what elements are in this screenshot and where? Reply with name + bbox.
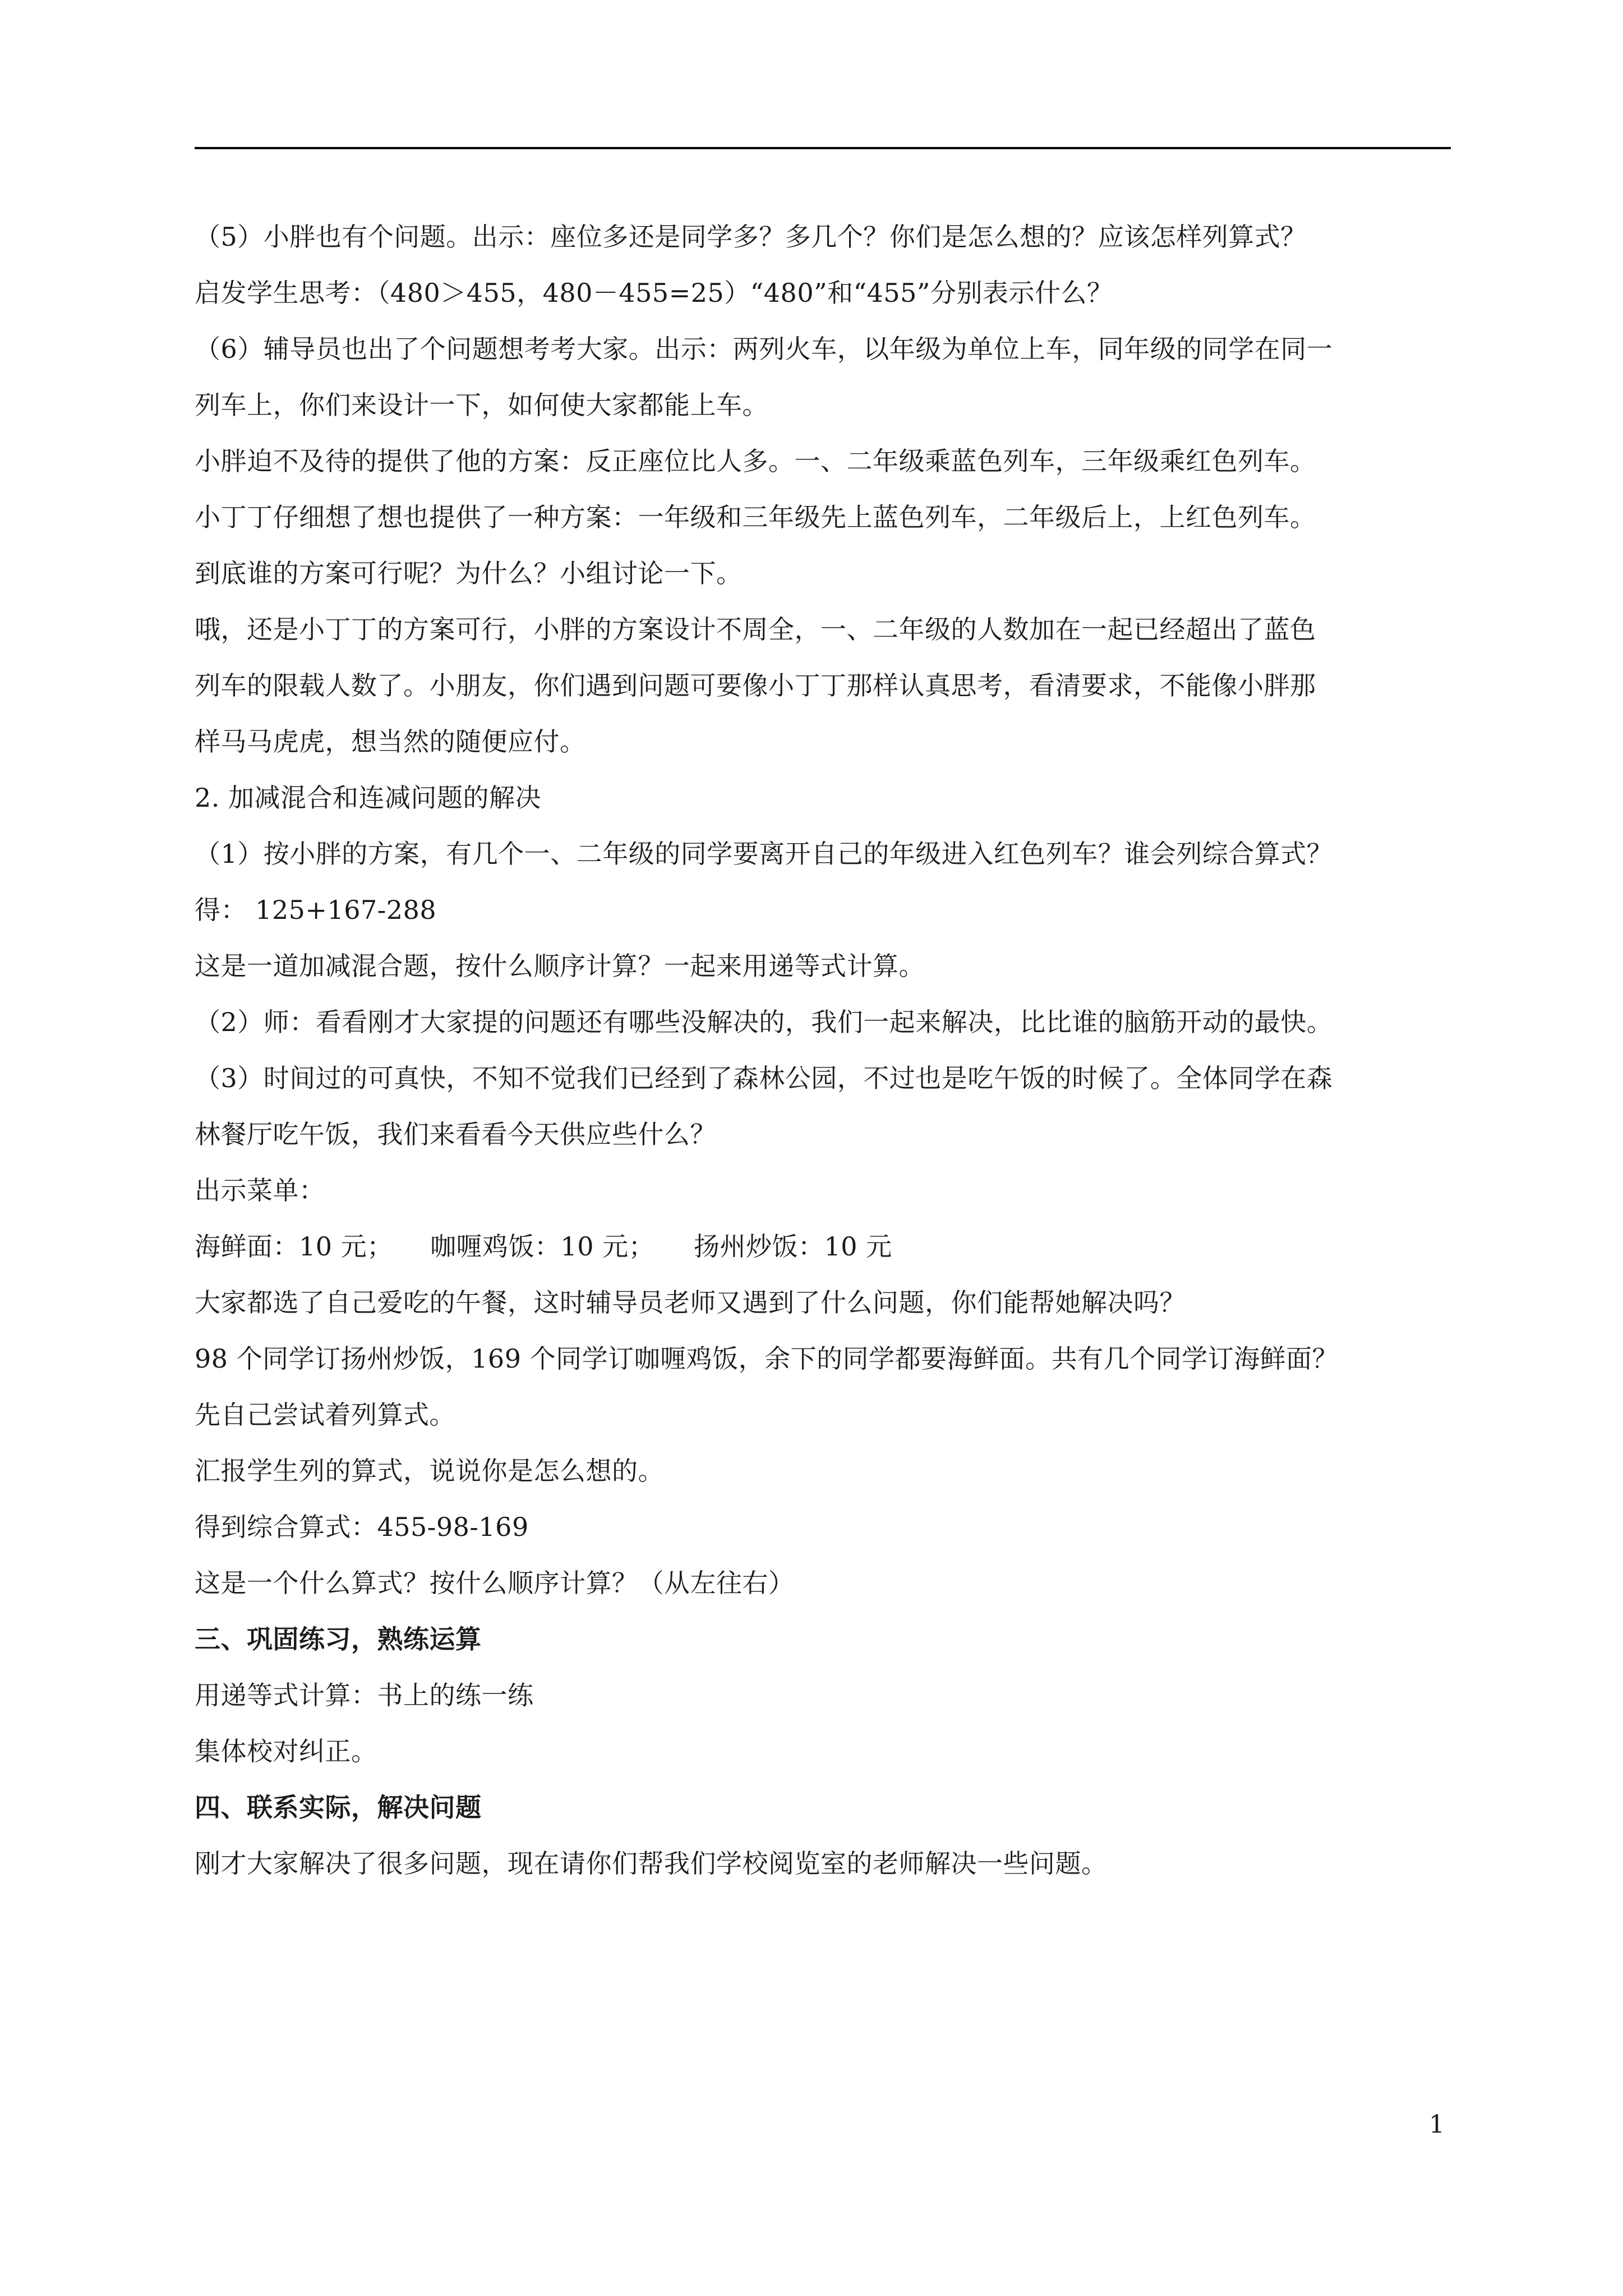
- paragraph: 样马马虎虎，想当然的随便应付。: [195, 726, 586, 757]
- page-number: 1: [1429, 2110, 1445, 2139]
- paragraph: 集体校对纠正。: [195, 1736, 377, 1766]
- paragraph: 哦，还是小丁丁的方案可行，小胖的方案设计不周全，一、二年级的人数加在一起已经超出了蓝色: [195, 614, 1316, 645]
- paragraph: （5）小胖也有个问题。出示：座位多还是同学多？多几个？你们是怎么想的？应该怎样列算式？: [195, 222, 1307, 252]
- paragraph: 林餐厅吃午饭，我们来看看今天供应些什么？: [195, 1119, 716, 1149]
- paragraph: 先自己尝试着列算式。: [195, 1400, 455, 1430]
- menu-item-seafood-noodles: 海鲜面：10 元；: [195, 1231, 393, 1262]
- section-heading: 四、联系实际，解决问题: [195, 1792, 482, 1823]
- formula-line: 得到综合算式：455-98-169: [195, 1512, 529, 1542]
- paragraph: 刚才大家解决了很多问题，现在请你们帮我们学校阅览室的老师解决一些问题。: [195, 1848, 1108, 1879]
- paragraph: 出示菜单：: [195, 1175, 325, 1205]
- paragraph: 小胖迫不及待的提供了他的方案：反正座位比人多。一、二年级乘蓝色列车，三年级乘红色列车。: [195, 446, 1316, 476]
- paragraph: 这是一道加减混合题，按什么顺序计算？一起来用递等式计算。: [195, 951, 925, 981]
- paragraph: 用递等式计算：书上的练一练: [195, 1680, 534, 1710]
- paragraph: 小丁丁仔细想了想也提供了一种方案：一年级和三年级先上蓝色列车，二年级后上，上红色列车。: [195, 502, 1316, 532]
- document-body: [195, 209, 1451, 1892]
- paragraph: 汇报学生列的算式，说说你是怎么想的。: [195, 1456, 664, 1486]
- paragraph: 到底谁的方案可行呢？为什么？小组讨论一下。: [195, 558, 743, 588]
- paragraph: 列车上，你们来设计一下，如何使大家都能上车。: [195, 390, 768, 420]
- paragraph: 启发学生思考：（480＞455，480－455=25）“480”和“455”分别表示什么？: [195, 278, 1113, 308]
- header-rule: [195, 147, 1451, 149]
- menu-line: [195, 1218, 1451, 1274]
- section-subheading: 2. 加减混合和连减问题的解决: [195, 783, 542, 813]
- paragraph: 这是一个什么算式？按什么顺序计算？（从左往右）: [195, 1568, 795, 1598]
- formula-line: 得： 125+167-288: [195, 895, 437, 925]
- section-heading: 三、巩固练习，熟练运算: [195, 1624, 482, 1654]
- paragraph: （3）时间过的可真快，不知不觉我们已经到了森林公园，不过也是吃午饭的时候了。全体同学在森: [195, 1063, 1333, 1093]
- menu-item-curry-chicken-rice: 咖喱鸡饭：10 元；: [430, 1231, 655, 1262]
- paragraph: 大家都选了自己爱吃的午餐，这时辅导员老师又遇到了什么问题，你们能帮她解决吗？: [195, 1287, 1186, 1318]
- menu-item-yangzhou-fried-rice: 扬州炒饭：10 元: [694, 1231, 892, 1262]
- paragraph: （6）辅导员也出了个问题想考考大家。出示：两列火车，以年级为单位上车，同年级的同学在同一: [195, 334, 1333, 364]
- paragraph: 列车的限载人数了。小朋友，你们遇到问题可要像小丁丁那样认真思考，看清要求，不能像小胖那: [195, 670, 1316, 701]
- paragraph: 98 个同学订扬州炒饭，169 个同学订咖喱鸡饭，余下的同学都要海鲜面。共有几个同学订海鲜面？: [195, 1343, 1339, 1374]
- paragraph: （1）按小胖的方案，有几个一、二年级的同学要离开自己的年级进入红色列车？谁会列综合算式？: [195, 839, 1333, 869]
- paragraph: （2）师：看看刚才大家提的问题还有哪些没解决的，我们一起来解决，比比谁的脑筋开动的最快。: [195, 1007, 1333, 1037]
